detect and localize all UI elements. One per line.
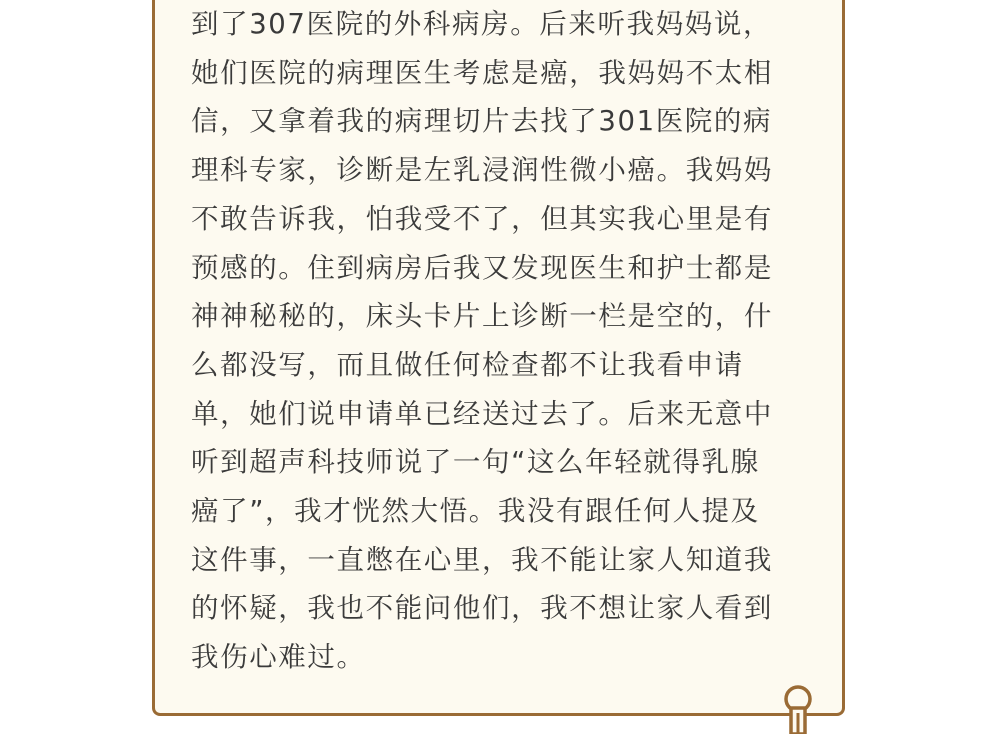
article-paragraph: 到了307医院的外科病房。后来听我妈妈说， 她们医院的病理医生考虑是癌，我妈妈不太相 信，又拿着我的病理切片去找了301医院的病 理科专家，诊断是左乳浸润性微小癌。我妈妈 不敢告诉我，怕我受不了，但其实我心里是有 预感的。住到病房后我又发现医生和护士都是 神神秘秘的，床头卡片上诊断一栏是空的，什 么都没写，而且做任何检查都不让我看申请 单，她们说申请单已经送过去了。后来无意中 听到超声科技师说了一句“这么年轻就得乳腺 癌了”，我才恍然大悟。我没有跟任何人提及 这件事，一直憋在心里，我不能让家人知道我 的怀疑，我也不能问他们，我不想让家人看到 我伤心难过。 [191, 8, 773, 674]
clip-ring-icon [781, 683, 815, 734]
